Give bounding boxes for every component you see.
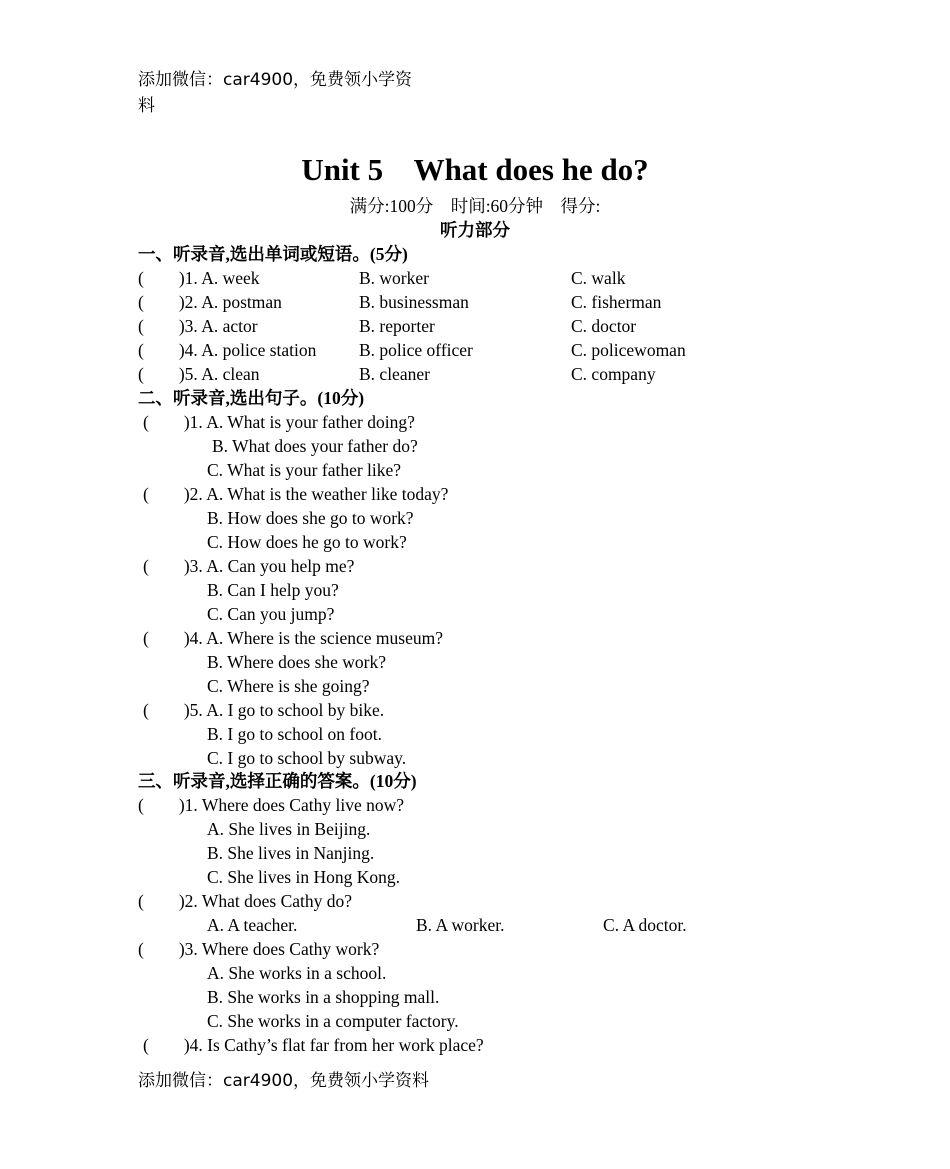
header-note-line2: 料: [138, 96, 155, 116]
s2-q3-c: C. Can you jump?: [207, 604, 335, 624]
s1-q3-b: B. reporter: [359, 316, 435, 336]
s1-q4-a: ( )4. A. police station: [138, 340, 317, 360]
section2-heading: 二、听录音,选出句子。(10分): [138, 388, 365, 408]
s1-q3-a: ( )3. A. actor: [138, 316, 258, 336]
s2-q5-a: ( )5. A. I go to school by bike.: [143, 700, 385, 720]
s1-q1-a: ( )1. A. week: [138, 268, 260, 288]
exam-meta: 满分:100分 时间:60分钟 得分:: [349, 196, 601, 216]
section1-heading: 一、听录音,选出单词或短语。(5分): [138, 244, 408, 264]
s3-q2: ( )2. What does Cathy do?: [138, 891, 353, 911]
section3-heading: 三、听录音,选择正确的答案。(10分): [138, 771, 417, 791]
s3-q4: ( )4. Is Cathy’s flat far from her work place?: [143, 1035, 484, 1055]
listening-title: 听力部分: [440, 220, 510, 240]
s3-q3: ( )3. Where does Cathy work?: [138, 939, 380, 959]
s2-q5-b: B. I go to school on foot.: [207, 724, 382, 744]
s2-q2-b: B. How does she go to work?: [207, 508, 414, 528]
s3-q1-a: A. She lives in Beijing.: [207, 819, 371, 839]
s3-q1-c: C. She lives in Hong Kong.: [207, 867, 400, 887]
s2-q2-a: ( )2. A. What is the weather like today?: [143, 484, 449, 504]
s2-q4-c: C. Where is she going?: [207, 676, 370, 696]
s1-q3-c: C. doctor: [571, 316, 637, 336]
s2-q4-a: ( )4. A. Where is the science museum?: [143, 628, 444, 648]
s2-q1-c: C. What is your father like?: [207, 460, 402, 480]
s3-q2-c: C. A doctor.: [603, 915, 687, 935]
s1-q5-c: C. company: [571, 364, 656, 384]
s2-q1-a: ( )1. A. What is your father doing?: [143, 412, 415, 432]
s2-q1-b: B. What does your father do?: [212, 436, 418, 456]
s1-q5-b: B. cleaner: [359, 364, 430, 384]
s1-q2-b: B. businessman: [359, 292, 469, 312]
s3-q2-a: A. A teacher.: [207, 915, 298, 935]
s3-q1: ( )1. Where does Cathy live now?: [138, 795, 404, 815]
s2-q3-b: B. Can I help you?: [207, 580, 339, 600]
s2-q3-a: ( )3. A. Can you help me?: [143, 556, 355, 576]
s3-q2-b: B. A worker.: [416, 915, 505, 935]
page-title: Unit 5 What does he do?: [301, 152, 649, 187]
s2-q5-c: C. I go to school by subway.: [207, 748, 407, 768]
s1-q1-c: C. walk: [571, 268, 626, 288]
s2-q4-b: B. Where does she work?: [207, 652, 386, 672]
s1-q5-a: ( )5. A. clean: [138, 364, 260, 384]
s3-q3-a: A. She works in a school.: [207, 963, 387, 983]
s1-q4-b: B. police officer: [359, 340, 473, 360]
s1-q2-a: ( )2. A. postman: [138, 292, 282, 312]
s1-q4-c: C. policewoman: [571, 340, 686, 360]
s1-q1-b: B. worker: [359, 268, 429, 288]
s3-q3-c: C. She works in a computer factory.: [207, 1011, 459, 1031]
s3-q3-b: B. She works in a shopping mall.: [207, 987, 440, 1007]
footer-note: 添加微信：car4900，免费领小学资料: [138, 1071, 430, 1091]
s3-q1-b: B. She lives in Nanjing.: [207, 843, 375, 863]
s2-q2-c: C. How does he go to work?: [207, 532, 407, 552]
s1-q2-c: C. fisherman: [571, 292, 662, 312]
header-note-line1: 添加微信：car4900，免费领小学资: [138, 70, 413, 90]
